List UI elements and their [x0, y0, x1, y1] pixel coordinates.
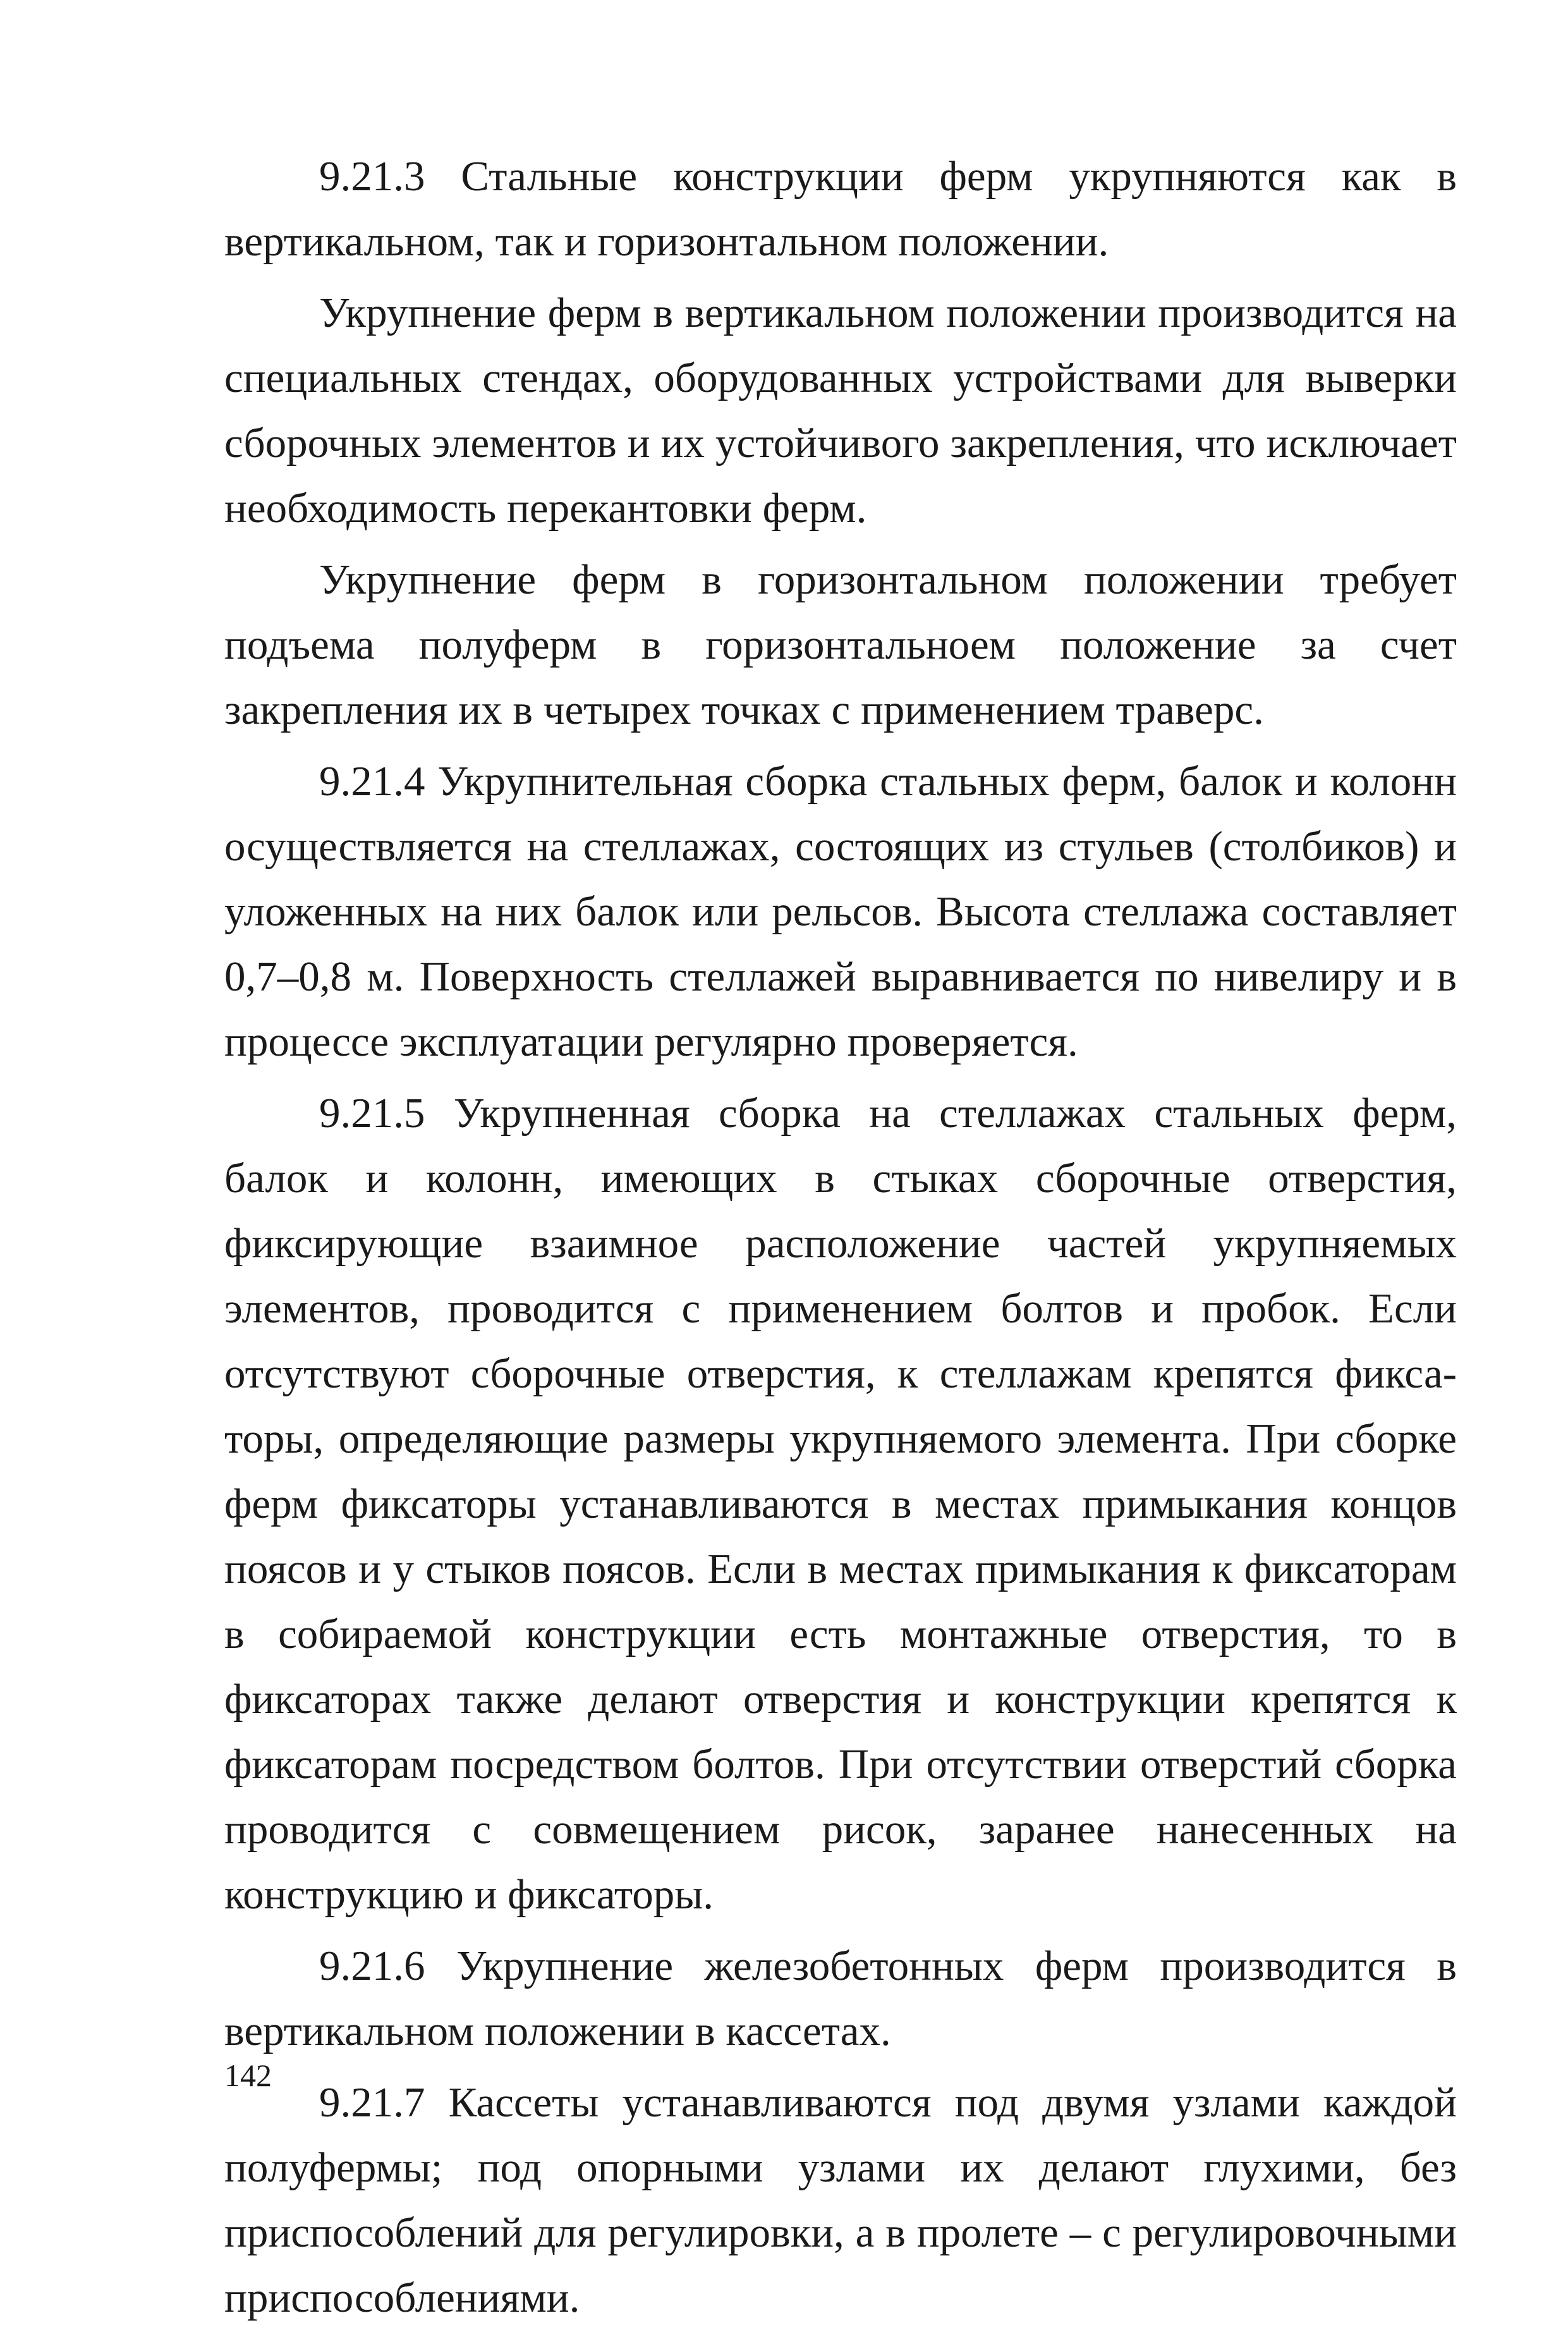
paragraph-vertical-assembly: Укрупнение ферм в вертикальном положении производится на специальных стендах, оборудованных устройствами для выверки сборочных элементов и их устойчивого закрепления, что исключает необходимость перекантовки ферм. — [224, 290, 1457, 532]
paragraph-9-21-4: 9.21.4 Укрупнительная сборка стальных ферм, балок и колонн осуществляется на стеллажах, состоящих из стульев (столбиков) и уложенных на них балок или рельсов. Высота стеллажа составляет 0,7–0,8 м. Поверхность стеллажей выравнивается по нивелиру и в процессе эксплуатации регулярно проверяется. — [224, 758, 1457, 1065]
body-text — [224, 144, 1457, 2337]
paragraph-horizontal-assembly: Укрупнение ферм в горизонтальном положении требует подъема полуферм в горизонтальноем положение за счет закрепления их в четырех точках с применением траверс. — [224, 556, 1457, 733]
page-number: 142 — [224, 2058, 272, 2093]
paragraph-9-21-6: 9.21.6 Укрупнение железобетонных ферм производится в вертикальном положении в кассетах. — [224, 1943, 1457, 2054]
paragraph-9-21-5: 9.21.5 Укрупненная сборка на стеллажах стальных ферм, балок и колонн, имеющих в стыках сборочные отверстия, фиксирующие взаимное расположение частей укрупняемых элементов, проводится с применением болтов и пробок. Если отсутствуют сборочные отверстия, к стеллажам крепятся фиксаторы, определяющие размеры укрупняемого элемента. При сборке ферм фиксаторы устанавливаются в местах примыкания концов поясов и у стыков поясов. Если в местах примыкания к фиксаторам в собираемой конструкции есть монтажные отверстия, то в фиксаторах также делают отверстия и конструкции крепятся к фиксаторам посредством болтов. При отсутствии отверстий сборка проводится с совмещением рисок, заранее нанесенных на конструкцию и фиксаторы. — [224, 1090, 1457, 1918]
paragraph-9-21-7: 9.21.7 Кассеты устанавливаются под двумя узлами каждой полуфермы; под опорными узлами их делают глухими, без приспособлений для регулировки, а в пролете – с регулировочными приспособлениями. — [224, 2079, 1457, 2321]
paragraph-9-21-3: 9.21.3 Стальные конструкции ферм укрупняются как в вертикальном, так и горизонтальном положении. — [224, 153, 1457, 265]
